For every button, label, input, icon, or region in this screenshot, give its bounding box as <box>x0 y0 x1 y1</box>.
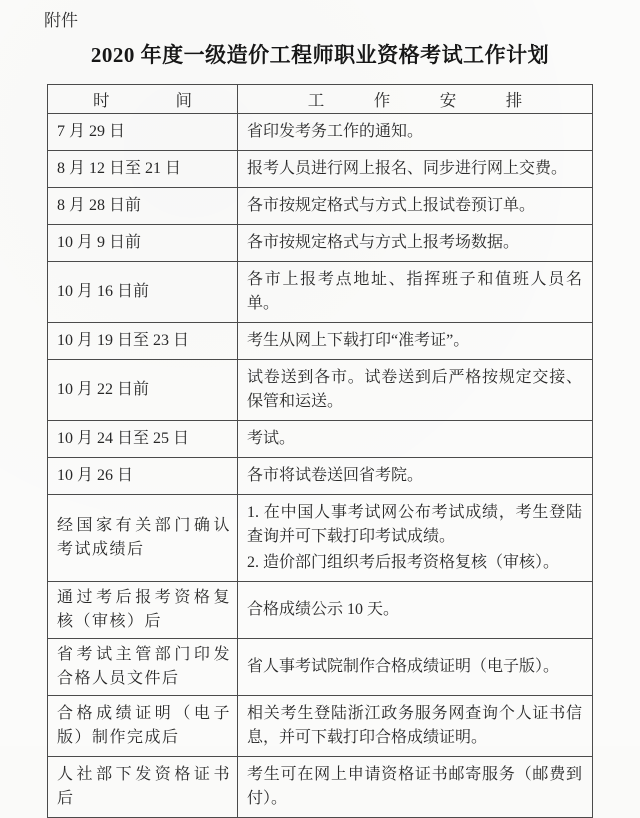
table-header-row <box>48 85 593 114</box>
work-item-text: 相关考生登陆浙江政务服务网查询个人证书信息，并可下载打印合格成绩证明。 <box>247 705 582 746</box>
time-cell: 10 月 19 日至 23 日 <box>48 323 238 360</box>
work-cell <box>238 114 593 151</box>
time-cell: 经国家有关部门确认考试成绩后 <box>48 495 238 582</box>
time-cell: 通过考后报考资格复核（审核）后 <box>48 582 238 639</box>
table-row <box>48 458 593 495</box>
time-cell: 8 月 12 日至 21 日 <box>48 151 238 188</box>
schedule-table <box>47 84 593 818</box>
work-cell <box>238 225 593 262</box>
work-cell <box>238 458 593 495</box>
work-item-text: 省印发考务工作的通知。 <box>247 123 424 140</box>
table-row <box>48 151 593 188</box>
work-item-text: 合格成绩公示 10 天。 <box>247 601 400 618</box>
time-cell: 10 月 22 日前 <box>48 360 238 421</box>
work-item-text: 各市按规定格式与方式上报考场数据。 <box>247 234 520 251</box>
work-column-header: 工 作 安 排 <box>238 85 593 114</box>
table-row <box>48 360 593 421</box>
table-row <box>48 421 593 458</box>
table-row <box>48 582 593 639</box>
page-title: 2020 年度一级造价工程师职业资格考试工作计划 <box>90 43 550 67</box>
time-cell: 合格成绩证明（电子版）制作完成后 <box>48 696 238 757</box>
time-cell: 10 月 16 日前 <box>48 262 238 323</box>
work-item-text: 考生从网上下载打印“准考证”。 <box>247 332 470 349</box>
work-cell <box>238 696 593 757</box>
time-cell: 10 月 24 日至 25 日 <box>48 421 238 458</box>
work-cell <box>238 323 593 360</box>
table-row <box>48 757 593 818</box>
time-cell: 人社部下发资格证书后 <box>48 757 238 818</box>
work-cell <box>238 421 593 458</box>
table-row <box>48 696 593 757</box>
work-item-text: 报考人员进行网上报名、同步进行网上交费。 <box>247 160 568 177</box>
table-row <box>48 639 593 696</box>
work-cell <box>238 360 593 421</box>
table-row <box>48 188 593 225</box>
work-item-text: 1. 在中国人事考试网公布考试成绩，考生登陆查询并可下载打印考试成绩。 <box>247 504 582 545</box>
table-body <box>48 114 593 818</box>
work-cell <box>238 639 593 696</box>
time-cell: 8 月 28 日前 <box>48 188 238 225</box>
work-item-text: 考试。 <box>247 430 296 447</box>
work-item-text: 各市按规定格式与方式上报试卷预订单。 <box>247 197 536 214</box>
time-cell: 10 月 9 日前 <box>48 225 238 262</box>
table-row <box>48 495 593 582</box>
table-row <box>48 262 593 323</box>
work-cell <box>238 582 593 639</box>
work-item-text: 省人事考试院制作合格成绩证明（电子版）。 <box>247 658 560 675</box>
work-cell <box>238 151 593 188</box>
table-row <box>48 225 593 262</box>
attachment-label: 附件 <box>44 11 78 30</box>
table-row <box>48 323 593 360</box>
work-cell <box>238 495 593 582</box>
table-row <box>48 114 593 151</box>
time-cell: 省考试主管部门印发合格人员文件后 <box>48 639 238 696</box>
work-cell <box>238 188 593 225</box>
work-item-text: 各市上报考点地址、指挥班子和值班人员名单。 <box>247 271 582 312</box>
work-item-text: 2. 造价部门组织考后报考资格复核（审核）。 <box>247 554 560 571</box>
time-cell: 10 月 26 日 <box>48 458 238 495</box>
time-cell: 7 月 29 日 <box>48 114 238 151</box>
work-item-text: 各市将试卷送回省考院。 <box>247 467 424 484</box>
time-column-header: 时 间 <box>48 85 238 114</box>
work-cell <box>238 757 593 818</box>
work-cell <box>238 262 593 323</box>
work-item-text: 试卷送到各市。试卷送到后严格按规定交接、保管和运送。 <box>247 369 582 410</box>
work-item-text: 考生可在网上申请资格证书邮寄服务（邮费到付）。 <box>247 766 582 807</box>
